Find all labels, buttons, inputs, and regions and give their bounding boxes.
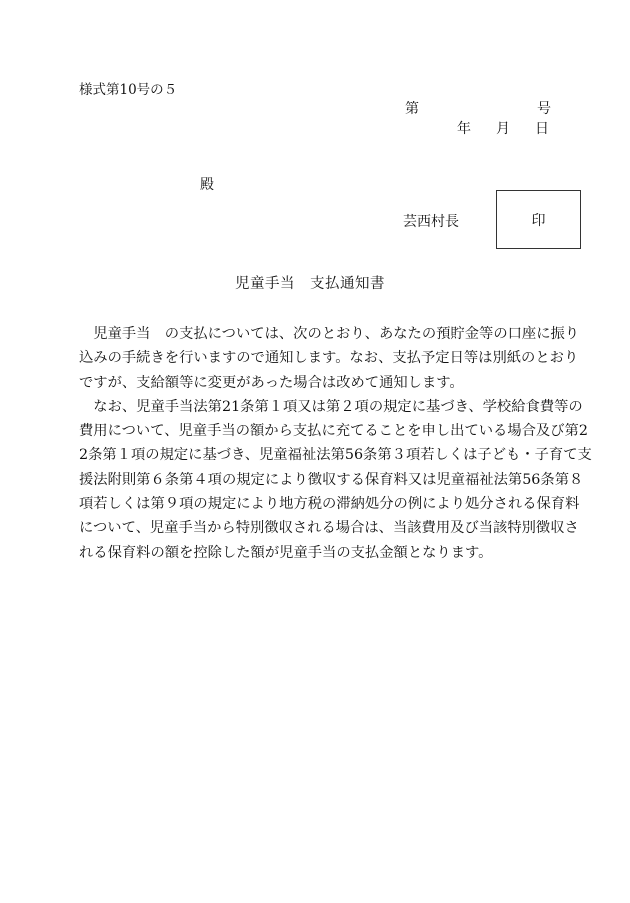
body-line: 費用について、児童手当の額から支払に充てることを申し出ている場合及び第2 bbox=[79, 423, 588, 440]
month-label: 月 bbox=[496, 121, 510, 137]
body-line: 2条第１項の規定に基づき、児童福祉法第56条第３項若しくは子ども・子育て支 bbox=[79, 447, 592, 464]
document-title: 児童手当 支払通知書 bbox=[235, 276, 385, 292]
body-line: 援法附則第６条第４項の規定により徴収する保育料又は児童福祉法第56条第８ bbox=[79, 471, 584, 488]
document-number-suffix: 号 bbox=[537, 101, 551, 117]
seal-box bbox=[496, 190, 581, 249]
body-line: 項若しくは第９項の規定により地方税の滞納処分の例により処分される保育料 bbox=[79, 496, 580, 513]
body-line: について、児童手当から特別徴収される場合は、当該費用及び当該特別徴収さ bbox=[79, 520, 579, 537]
body-text bbox=[79, 322, 592, 565]
date-line bbox=[457, 118, 549, 138]
year-label: 年 bbox=[457, 121, 471, 137]
body-line: れる保育料の額を控除した額が児童手当の支払金額となります。 bbox=[79, 544, 493, 561]
seal-label: 印 bbox=[531, 212, 546, 229]
form-number: 様式第10号の５ bbox=[79, 82, 178, 98]
document-number-prefix: 第 bbox=[405, 101, 419, 117]
addressee-honorific: 殿 bbox=[200, 177, 214, 193]
day-label: 日 bbox=[535, 121, 549, 137]
body-line: 児童手当 の支払については、次のとおり、あなたの預貯金等の口座に振り bbox=[79, 326, 580, 342]
issuer-title: 芸西村長 bbox=[403, 214, 459, 230]
body-line: ですが、支給額等に変更があった場合は改めて通知します。 bbox=[79, 374, 464, 391]
body-line: 込みの手続きを行いますので通知します。なお、支払予定日等は別紙のとおり bbox=[79, 350, 579, 367]
body-line: なお、児童手当法第21条第１項又は第２項の規定に基づき、学校給食費等の bbox=[79, 398, 583, 415]
